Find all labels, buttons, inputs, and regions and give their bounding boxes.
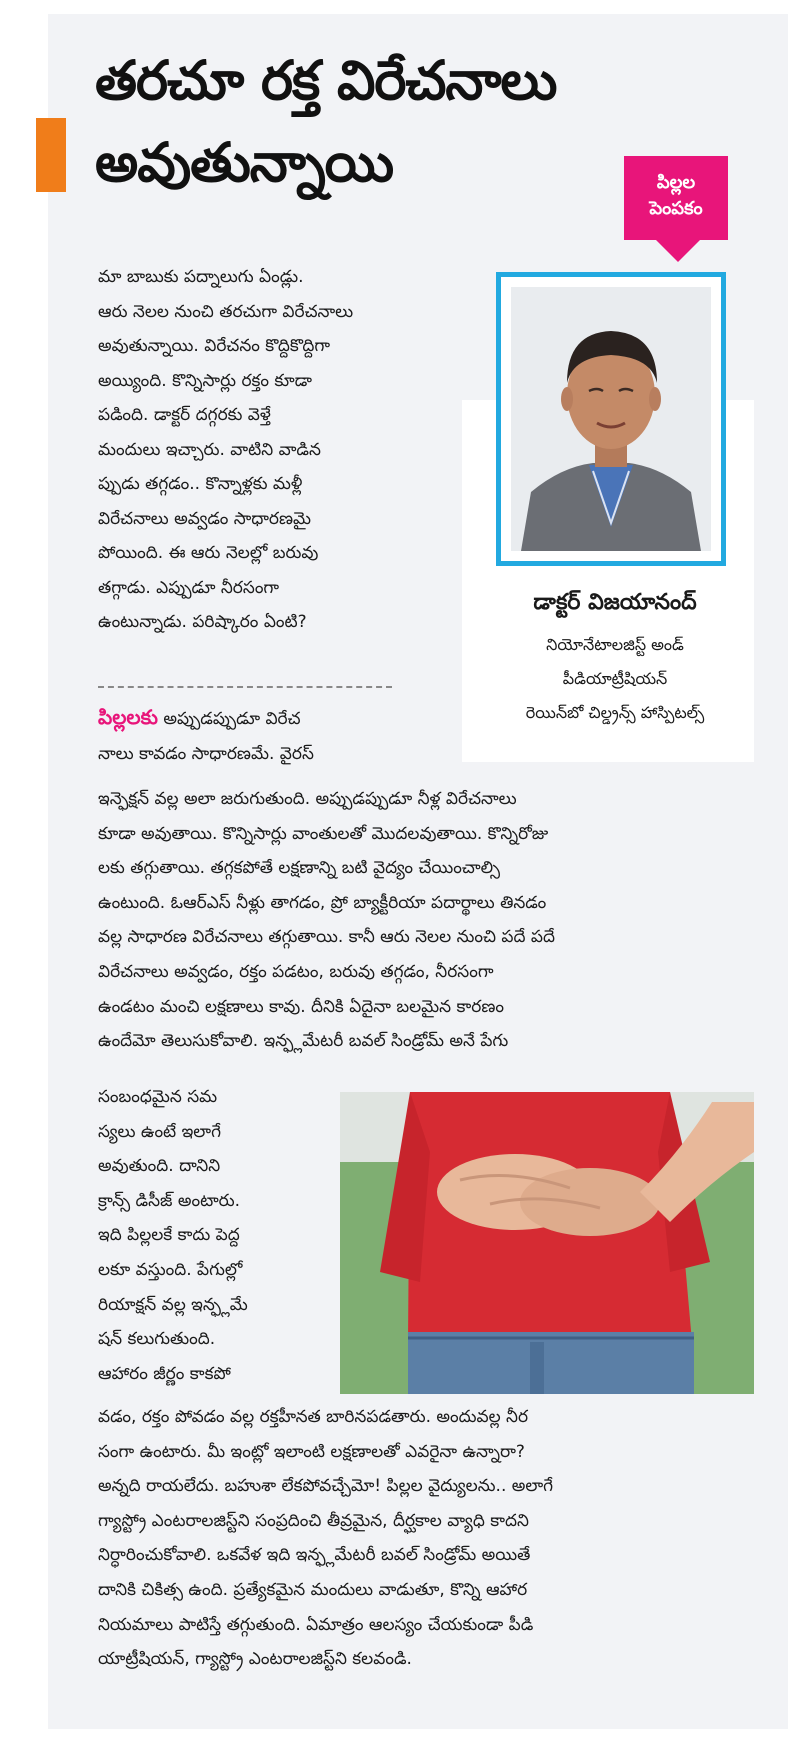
question-line: ఆరు నెలల నుంచి తరచుగా విరేచనాలు — [98, 301, 354, 322]
doctor-title-line-1: నియోనేటాలజిస్ట్ అండ్ — [546, 635, 684, 654]
doctor-photo — [511, 287, 711, 551]
answer-lead-rest: అప్పుడప్పుడూ విరేచ — [157, 709, 301, 729]
answer-line: రియాక్షన్ వల్ల ఇన్ఫ్లమే — [98, 1294, 248, 1315]
headline-line-1: తరచూ రక్త విరేచనాలు — [95, 49, 557, 112]
answer-line: నాలు కావడం సాధారణమే. వైరస్ — [98, 743, 314, 764]
section-badge-line-2: పెంపకం — [649, 198, 703, 219]
answer-line: నియమాలు పాటిస్తే తగ్గుతుంది. ఏమాత్రం ఆలస్యం చేయకుండా పీడి — [98, 1614, 534, 1635]
question-line: తగ్గాడు. ఎప్పుడూ నీరసంగా — [98, 577, 280, 598]
answer-body-bottom — [98, 1400, 758, 1677]
accent-bar — [36, 118, 66, 192]
answer-lead-word: పిల్లలకు — [98, 705, 158, 729]
question-line: ప్పుడు తగ్గడం.. కొన్నాళ్లకు మళ్లీ — [98, 474, 303, 494]
reader-question — [98, 260, 464, 640]
answer-opening — [98, 700, 458, 771]
answer-line: వడం, రక్తం పోవడం వల్ల రక్తహీనత బారినపడతారు. అందువల్ల నీర — [98, 1407, 529, 1427]
answer-line: స్యలు ఉంటే ఇలాగే — [98, 1121, 222, 1142]
question-line: మా బాబుకు పద్నాలుగు ఏండ్లు. — [98, 267, 304, 287]
answer-line: ఇన్ఫెక్షన్ వల్ల అలా జరుగుతుంది. అప్పుడప్పుడూ నీళ్ల విరేచనాలు — [98, 789, 517, 809]
answer-line: ఉండటం మంచి లక్షణాలు కావు. దీనికి ఏదైనా బలమైన కారణం — [98, 996, 504, 1017]
doctor-credentials — [470, 628, 760, 730]
answer-line: ఆహారం జీర్ణం కాకపో — [98, 1363, 231, 1384]
answer-line: విరేచనాలు అవ్వడం, రక్తం పడటం, బరువు తగ్గడం, నీరసంగా — [98, 961, 494, 982]
doctor-title-line-3: రెయిన్‌బో చిల్డ్రన్స్ హాస్పిటల్స్ — [525, 703, 705, 722]
answer-line: కూడా అవుతాయి. కొన్నిసార్లు వాంతులతో మొదలవుతాయి. కొన్నిరోజు — [98, 823, 549, 844]
child-holding-stomach-image — [340, 1092, 754, 1394]
question-line: అయ్యింది. కొన్నిసార్లు రక్తం కూడా — [98, 370, 312, 391]
answer-body-narrow — [98, 1080, 334, 1391]
question-line: ఉంటున్నాడు. పరిష్కారం ఏంటి? — [98, 612, 307, 632]
doctor-photo-frame — [496, 272, 726, 566]
section-badge-line-1: పిల్లల — [656, 172, 696, 193]
answer-line: లకూ వస్తుంది. పేగుల్లో — [98, 1259, 243, 1280]
answer-line: అవుతుంది. దానిని — [98, 1156, 221, 1177]
question-line: అవుతున్నాయి. విరేచనం కొద్దికొద్దిగా — [98, 336, 331, 356]
answer-line: గ్యాస్ట్రో ఎంటరాలజిస్ట్‌ని సంప్రదించి తీవ్రమైన, దీర్ఘకాల వ్యాధి కాదని — [98, 1510, 529, 1531]
answer-line: క్రాన్స్ డిసీజ్ అంటారు. — [98, 1190, 241, 1211]
question-line: పడింది. డాక్టర్ దగ్గరకు వెళ్తే — [98, 405, 271, 425]
answer-line: వల్ల సాధారణ విరేచనాలు తగ్గుతాయి. కానీ ఆరు నెలల నుంచి పదే పదే — [98, 927, 556, 948]
question-line: విరేచనాలు అవ్వడం సాధారణమై — [98, 508, 312, 529]
answer-line: దానికి చికిత్స ఉంది. ప్రత్యేకమైన మందులు వాడుతూ, కొన్ని ఆహార — [98, 1579, 528, 1600]
answer-line: యాట్రీషియన్, గ్యాస్ట్రో ఎంటరాలజిస్ట్‌ని కలవండి. — [98, 1649, 412, 1670]
answer-line: నిర్ధారించుకోవాలి. ఒకవేళ ఇది ఇన్ఫ్లమేటరీ బవల్ సిండ్రోమ్ అయితే — [98, 1545, 531, 1566]
answer-line: సంగా ఉంటారు. మీ ఇంట్లో ఇలాంటి లక్షణాలతో ఎవరైనా ఉన్నారా? — [98, 1441, 525, 1462]
headline-line-2: అవుతున్నాయి — [95, 131, 394, 194]
answer-line: ఇది పిల్లలకే కాదు పెద్ద — [98, 1225, 240, 1246]
section-divider — [98, 686, 392, 688]
doctor-title-line-2: పీడియాట్రీషియన్ — [562, 669, 668, 688]
answer-line: సంబంధమైన సమ — [98, 1087, 218, 1107]
answer-line: ఉంటుంది. ఓఆర్ఎస్ నీళ్లు తాగడం, ప్రో బ్యాక్టీరియా పదార్థాలు తినడం — [98, 892, 547, 913]
answer-line: ఉందేమో తెలుసుకోవాలి. ఇన్ఫ్లమేటరీ బవల్ సిండ్రోమ్ అనే పేగు — [98, 1031, 509, 1052]
headline — [95, 40, 615, 204]
section-badge — [624, 156, 728, 240]
answer-line: అన్నది రాయలేదు. బహుశా లేకపోవచ్చేమో! పిల్లల వైద్యులను.. అలాగే — [98, 1476, 554, 1497]
child-stomach-photo — [340, 1092, 754, 1394]
doctor-name: డాక్టర్ విజయానంద్ — [533, 590, 697, 615]
question-line: మందులు ఇచ్చారు. వాటిని వాడిన — [98, 439, 321, 460]
answer-first-line — [98, 700, 458, 737]
badge-pointer — [656, 240, 700, 262]
answer-body-wide — [98, 782, 758, 1059]
answer-line: లకు తగ్గుతాయి. తగ్గకపోతే లక్షణాన్ని బటి వైద్యం చేయించాల్సి — [98, 858, 500, 879]
answer-line: షన్ కలుగుతుంది. — [98, 1329, 216, 1350]
doctor-portrait-image — [511, 287, 711, 551]
question-line: పోయింది. ఈ ఆరు నెలల్లో బరువు — [98, 543, 319, 563]
